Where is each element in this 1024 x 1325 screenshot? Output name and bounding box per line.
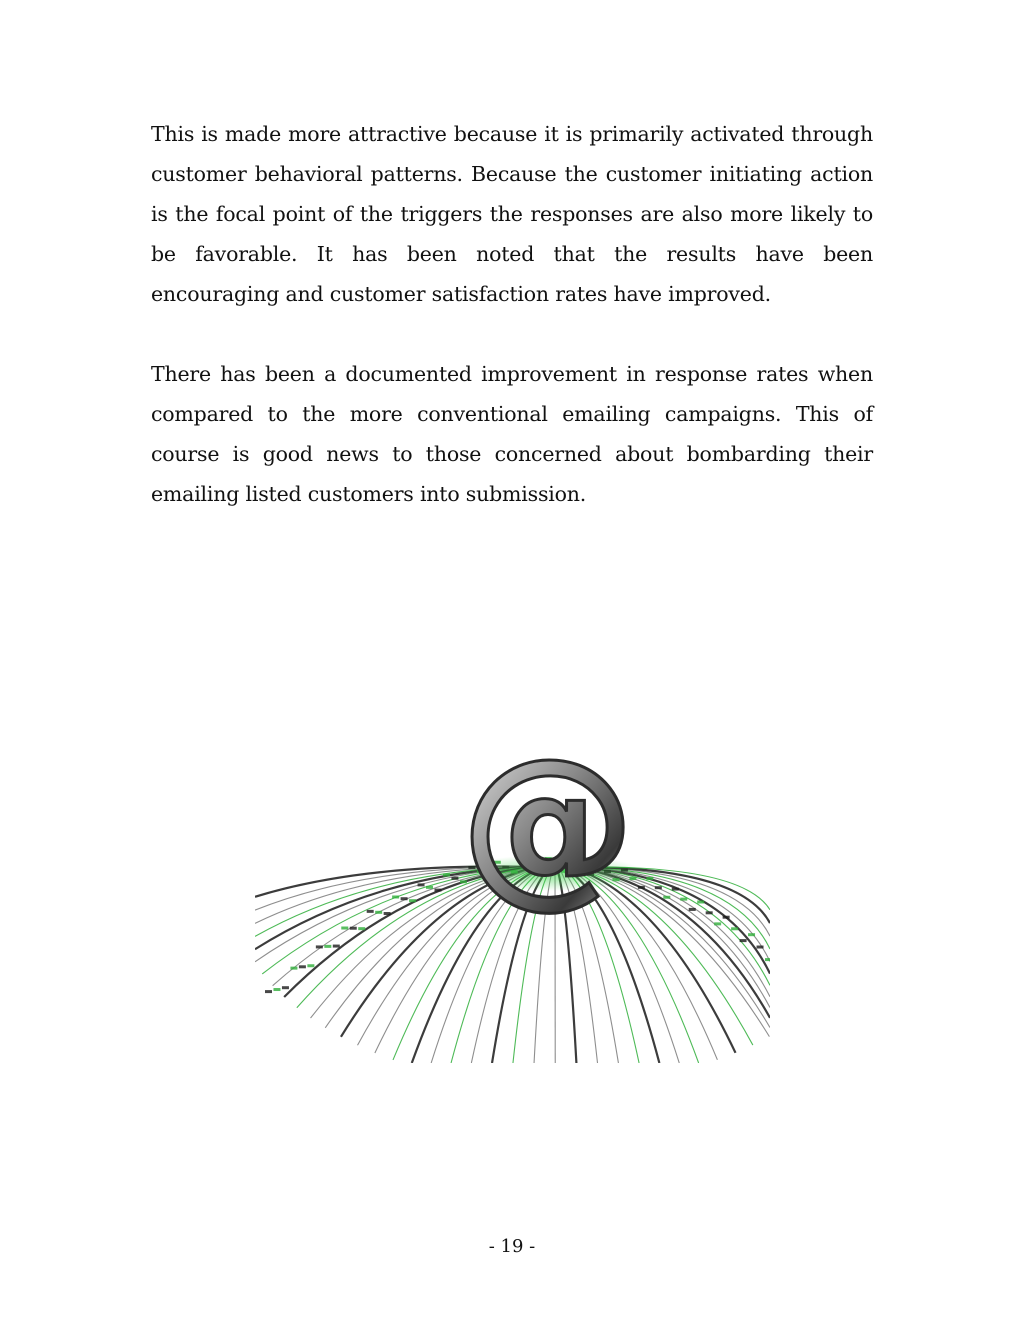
globe-highlight <box>689 908 696 911</box>
globe-highlight <box>273 988 280 991</box>
globe-highlight <box>282 986 289 989</box>
globe-highlight <box>418 883 425 886</box>
page-number: - 19 - <box>488 1236 536 1257</box>
globe-highlight <box>350 927 357 930</box>
globe-highlight <box>765 958 770 961</box>
globe-highlight <box>409 899 416 902</box>
globe-highlight <box>367 910 374 913</box>
body-paragraph: This is made more attractive because it is primarily activated through customer behavioral patterns. Because the customer initiating action is the focal point of the triggers the responses are also more likely to be favorable. It has been noted that the results have been encouraging and customer satisfaction rates have improved. <box>151 122 873 306</box>
globe-highlight <box>757 946 764 949</box>
globe-highlight <box>680 898 687 901</box>
globe-highlight <box>451 877 458 880</box>
globe-highlight <box>299 965 306 968</box>
globe-highlight <box>731 927 738 930</box>
globe-highlight <box>392 895 399 898</box>
globe-highlight <box>333 945 340 948</box>
body-paragraph: There has been a documented improvement in response rates when compared to the more conventional emailing campaigns. This of course is good news to those concerned about bombarding their emailing listed customers into submission. <box>151 362 873 506</box>
globe-highlight <box>672 888 679 891</box>
globe-highlight <box>443 874 450 877</box>
globe-highlight <box>401 897 408 900</box>
globe-highlight <box>714 922 721 925</box>
globe-highlight <box>638 886 645 889</box>
globe-highlight <box>384 912 391 915</box>
svg-text:@: @ <box>460 722 636 925</box>
globe-highlight <box>663 896 670 899</box>
globe-highlight <box>740 939 747 942</box>
globe-highlight <box>375 911 382 914</box>
globe-highlight <box>655 886 662 889</box>
globe-highlight <box>697 900 704 903</box>
at-sign-globe-icon <box>255 715 770 1063</box>
globe-highlight <box>434 889 441 892</box>
globe-highlight <box>748 933 755 936</box>
globe-highlight <box>290 967 297 970</box>
globe-highlight <box>723 916 730 919</box>
globe-highlight <box>426 886 433 889</box>
globe-highlight <box>265 990 272 993</box>
globe-highlight <box>706 911 713 914</box>
globe-highlight <box>358 927 365 930</box>
at-sign <box>461 722 636 925</box>
globe-highlight <box>646 877 653 880</box>
globe-highlight <box>307 964 314 967</box>
globe-highlight <box>316 945 323 948</box>
globe-highlight <box>324 945 331 948</box>
globe-highlight <box>341 927 348 930</box>
